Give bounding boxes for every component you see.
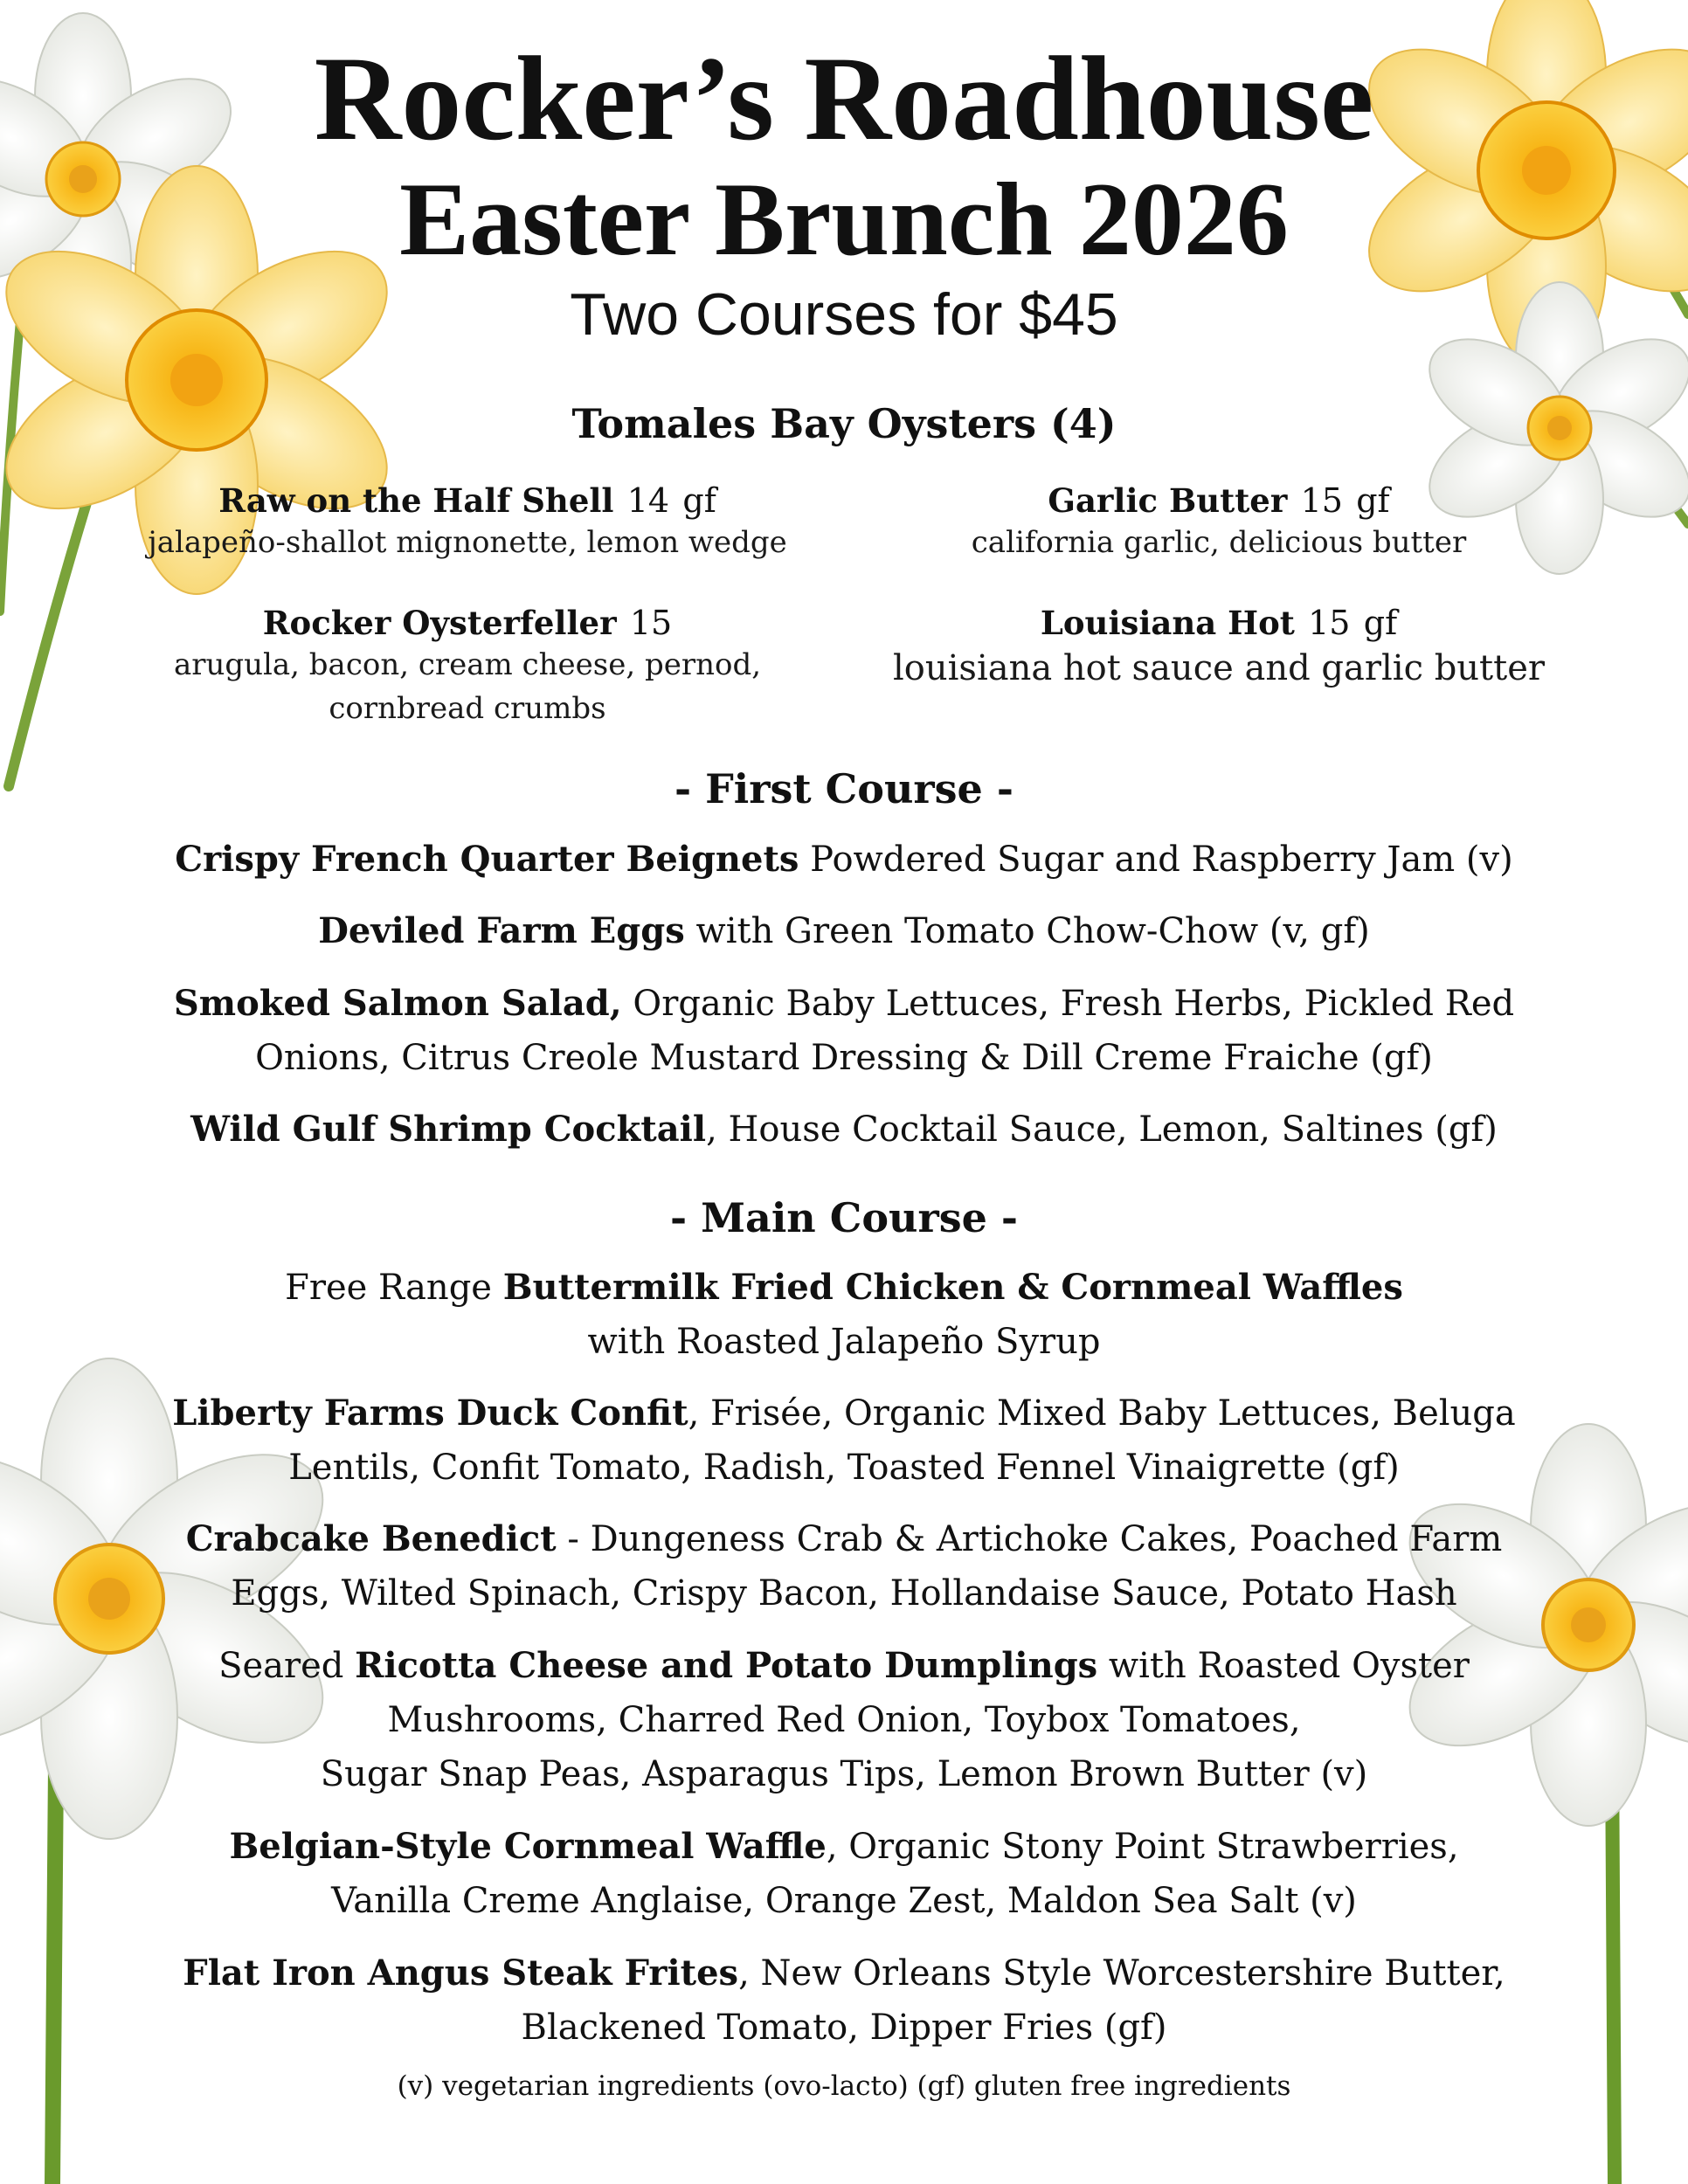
- oyster-desc: arugula, bacon, cream cheese, pernod,: [173, 647, 762, 682]
- oyster-desc: jalapeño-shallot mignonette, lemon wedge: [148, 525, 787, 560]
- dish-desc-line2: Lentils, Confit Tomato, Radish, Toasted Fennel Vinaigrette (gf): [288, 1448, 1400, 1488]
- dish-name: Liberty Farms Duck Confit: [172, 1393, 688, 1434]
- oyster-item: [114, 480, 821, 564]
- first-course-item: [114, 833, 1574, 887]
- first-course-item: [114, 977, 1574, 1085]
- oyster-price: 14: [626, 481, 670, 520]
- dish-desc: - Dungeness Crab & Artichoke Cakes, Poached Farm: [556, 1519, 1503, 1559]
- oyster-name: Louisiana Hot: [1040, 604, 1295, 642]
- dish-desc: , New Orleans Style Worcestershire Butter,: [738, 1953, 1505, 1994]
- oyster-tag: gf: [682, 481, 716, 520]
- dish-name: Crispy French Quarter Beignets: [175, 839, 799, 880]
- main-course-item: [114, 1261, 1574, 1369]
- dish-prefix: Seared: [218, 1646, 356, 1686]
- oyster-name: Raw on the Half Shell: [218, 481, 614, 520]
- dish-name: Ricotta Cheese and Potato Dumplings: [355, 1645, 1098, 1686]
- dish-name: Belgian-Style Cornmeal Waffle: [229, 1826, 827, 1867]
- dish-desc-line2: with Roasted Jalapeño Syrup: [587, 1322, 1101, 1362]
- menu-subtitle: Easter Brunch 2026: [399, 161, 1289, 277]
- dish-name: Flat Iron Angus Steak Frites: [183, 1952, 739, 1994]
- dish-desc-line2: Onions, Citrus Creole Mustard Dressing & Dill Creme Fraiche (gf): [255, 1038, 1433, 1078]
- dish-desc: , Frisée, Organic Mixed Baby Lettuces, Beluga: [688, 1393, 1516, 1434]
- dish-name: Deviled Farm Eggs: [318, 910, 685, 951]
- first-course-heading: - First Course -: [675, 765, 1013, 812]
- dish-desc: with Green Tomato Chow-Chow (v, gf): [684, 911, 1370, 951]
- dish-desc: with Roasted Oyster: [1097, 1646, 1470, 1686]
- main-course-heading: - Main Course -: [669, 1194, 1018, 1241]
- oyster-item: [865, 480, 1573, 564]
- main-course-item: [114, 1639, 1574, 1801]
- oyster-price: 15: [629, 604, 673, 642]
- dish-name: Crabcake Benedict: [185, 1518, 557, 1559]
- price-line: Two Courses for $45: [570, 281, 1118, 348]
- oyster-desc: california garlic, delicious butter: [971, 525, 1467, 560]
- first-course-item: [114, 904, 1574, 958]
- dish-desc-line2: Mushrooms, Charred Red Onion, Toybox Tomatoes,: [387, 1700, 1301, 1740]
- oyster-tag: gf: [1356, 481, 1390, 520]
- dish-desc: , House Cocktail Sauce, Lemon, Saltines (gf): [706, 1109, 1498, 1150]
- dish-desc: , Organic Stony Point Strawberries,: [826, 1827, 1459, 1867]
- oyster-desc-line2: cornbread crumbs: [329, 691, 606, 726]
- dish-prefix: Free Range: [285, 1268, 503, 1308]
- dish-desc-line2: Eggs, Wilted Spinach, Crispy Bacon, Hollandaise Sauce, Potato Hash: [231, 1573, 1457, 1614]
- menu-title: Rocker’s Roadhouse: [314, 31, 1374, 165]
- oyster-desc: louisiana hot sauce and garlic butter: [893, 648, 1545, 688]
- oyster-item: [114, 603, 821, 730]
- dish-desc-line3: Sugar Snap Peas, Asparagus Tips, Lemon Brown Butter (v): [320, 1754, 1368, 1794]
- dish-name: Wild Gulf Shrimp Cocktail: [190, 1109, 707, 1150]
- main-course-item: [114, 1820, 1574, 1928]
- oyster-name: Garlic Butter: [1048, 481, 1288, 520]
- oyster-tag: gf: [1363, 604, 1398, 642]
- oyster-price: 15: [1300, 481, 1343, 520]
- dish-desc: Organic Baby Lettuces, Fresh Herbs, Pickled Red: [621, 984, 1515, 1024]
- oysters-heading: Tomales Bay Oysters (4): [571, 400, 1117, 447]
- dish-name: Smoked Salmon Salad,: [173, 983, 622, 1024]
- first-course-item: [114, 1102, 1574, 1157]
- oyster-name: Rocker Oysterfeller: [262, 604, 617, 642]
- dish-name: Buttermilk Fried Chicken & Cornmeal Waffles: [502, 1267, 1403, 1308]
- main-course-item: [114, 1512, 1574, 1621]
- oyster-item: [843, 603, 1595, 694]
- dietary-legend: (v) vegetarian ingredients (ovo-lacto) (gf) gluten free ingredients: [397, 2070, 1291, 2102]
- main-course-item: [114, 1386, 1574, 1495]
- oyster-price: 15: [1308, 604, 1351, 642]
- dish-desc: Powdered Sugar and Raspberry Jam (v): [799, 840, 1513, 880]
- dish-desc-line2: Vanilla Creme Anglaise, Orange Zest, Maldon Sea Salt (v): [331, 1881, 1357, 1921]
- main-course-item: [114, 1946, 1574, 2055]
- dish-desc-line2: Blackened Tomato, Dipper Fries (gf): [521, 2008, 1167, 2048]
